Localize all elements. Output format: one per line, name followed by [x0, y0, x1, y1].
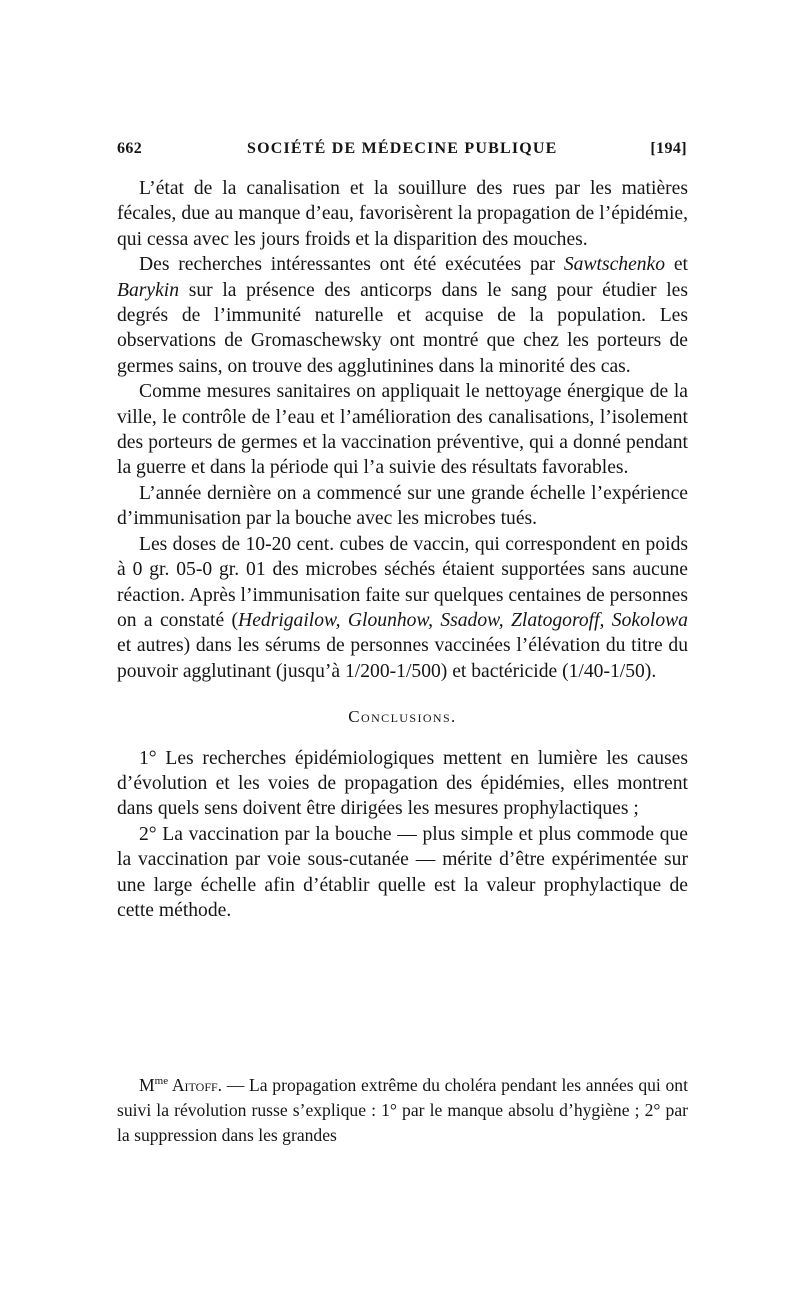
text-fragment: et autres) dans les sérums de personnes vaccinées l’élévation du titre du pouvoir agglutinant (jusqu’à 1/200-1/500) et bactéricide (1/40-1/50).: [117, 635, 688, 682]
author-name: Barykin: [117, 279, 180, 301]
author-name: Sawtschenko: [563, 254, 666, 276]
discussion-paragraph: [117, 1069, 688, 1148]
paragraph-annee-derniere: L’année dernière on a commencé sur une grande échelle l’expérience d’immunisation par la bouche avec les microbes tués.: [117, 482, 688, 530]
text-fragment: et: [665, 254, 688, 276]
text-fragment: Des recherches intéressantes ont été exécutées par: [139, 254, 564, 276]
discussion-section: [117, 1069, 688, 1148]
speaker-surname: Aitoff.: [168, 1074, 223, 1095]
paragraph-doses: [117, 532, 688, 684]
speaker-title: M: [139, 1074, 155, 1095]
paragraph-canalisation: L’état de la canalisation et la souillure des rues par les matières fécales, due au manque d’eau, favorisèrent la propagation de l’épidémie, qui cessa avec les jours froids et la disparition des mouches.: [117, 178, 688, 250]
conclusions-heading: Conclusions.: [348, 707, 457, 727]
author-names: Hedrigailow, Glounhow, Ssadow, Zlatogoroff, Sokolowa: [238, 609, 688, 631]
paragraph-mesures: Comme mesures sanitaires on appliquait le nettoyage énergique de la ville, le contrôle de l’eau et l’amélioration des canalisations, l’isolement des porteurs de germes et la vaccination préventive, qui a donné pendant la guerre et dans la période qui l’a suivie des résultats favorables.: [117, 381, 688, 479]
conclusion-item-1: 1° Les recherches épidémiologiques mettent en lumière les causes d’évolution et les voies de propagation des épidémies, elles montrent dans quels sens doivent être dirigées les mesures prophylactiques ;: [117, 747, 688, 820]
discussion-text: — La propagation extrême du choléra pendant les années qui ont suivi la révolution russe s’explique : 1° par le manque absolu d’hygiène ; 2° par la suppression dans les grandes: [117, 1074, 688, 1146]
main-text: [117, 176, 688, 923]
page-number: 662: [117, 140, 143, 157]
speaker-name: [139, 1075, 222, 1095]
speaker-title-sup: me: [154, 1075, 169, 1087]
page-header: [117, 140, 687, 162]
running-title: SOCIÉTÉ DE MÉDECINE PUBLIQUE: [247, 140, 558, 157]
paragraph-recherches: [117, 252, 688, 379]
text-fragment: sur la présence des anticorps dans le sang pour étudier les degrés de l’immunité naturelle et acquise de la population. Les observations de Gromaschewsky ont montré que chez les porteurs de germes sains, on trouve des agglutinines dans la minorité des cas.: [117, 279, 688, 377]
text-fragment: Les doses de 10-20 cent. cubes de vaccin, qui correspondent en poids à 0 gr. 05-0 gr. 01 des microbes séchés étaient supportées sans aucune réaction. Après l’immunisation faite sur quelques centaines de personnes on a constaté (: [117, 533, 688, 631]
conclusion-item-2: 2° La vaccination par la bouche — plus simple et plus commode que la vaccination par voie sous-cutanée — mérite d’être expérimentée sur une large échelle afin d’établir quelle est la valeur prophylactique de cette méthode.: [117, 823, 688, 921]
folio-number: [194]: [650, 140, 687, 157]
